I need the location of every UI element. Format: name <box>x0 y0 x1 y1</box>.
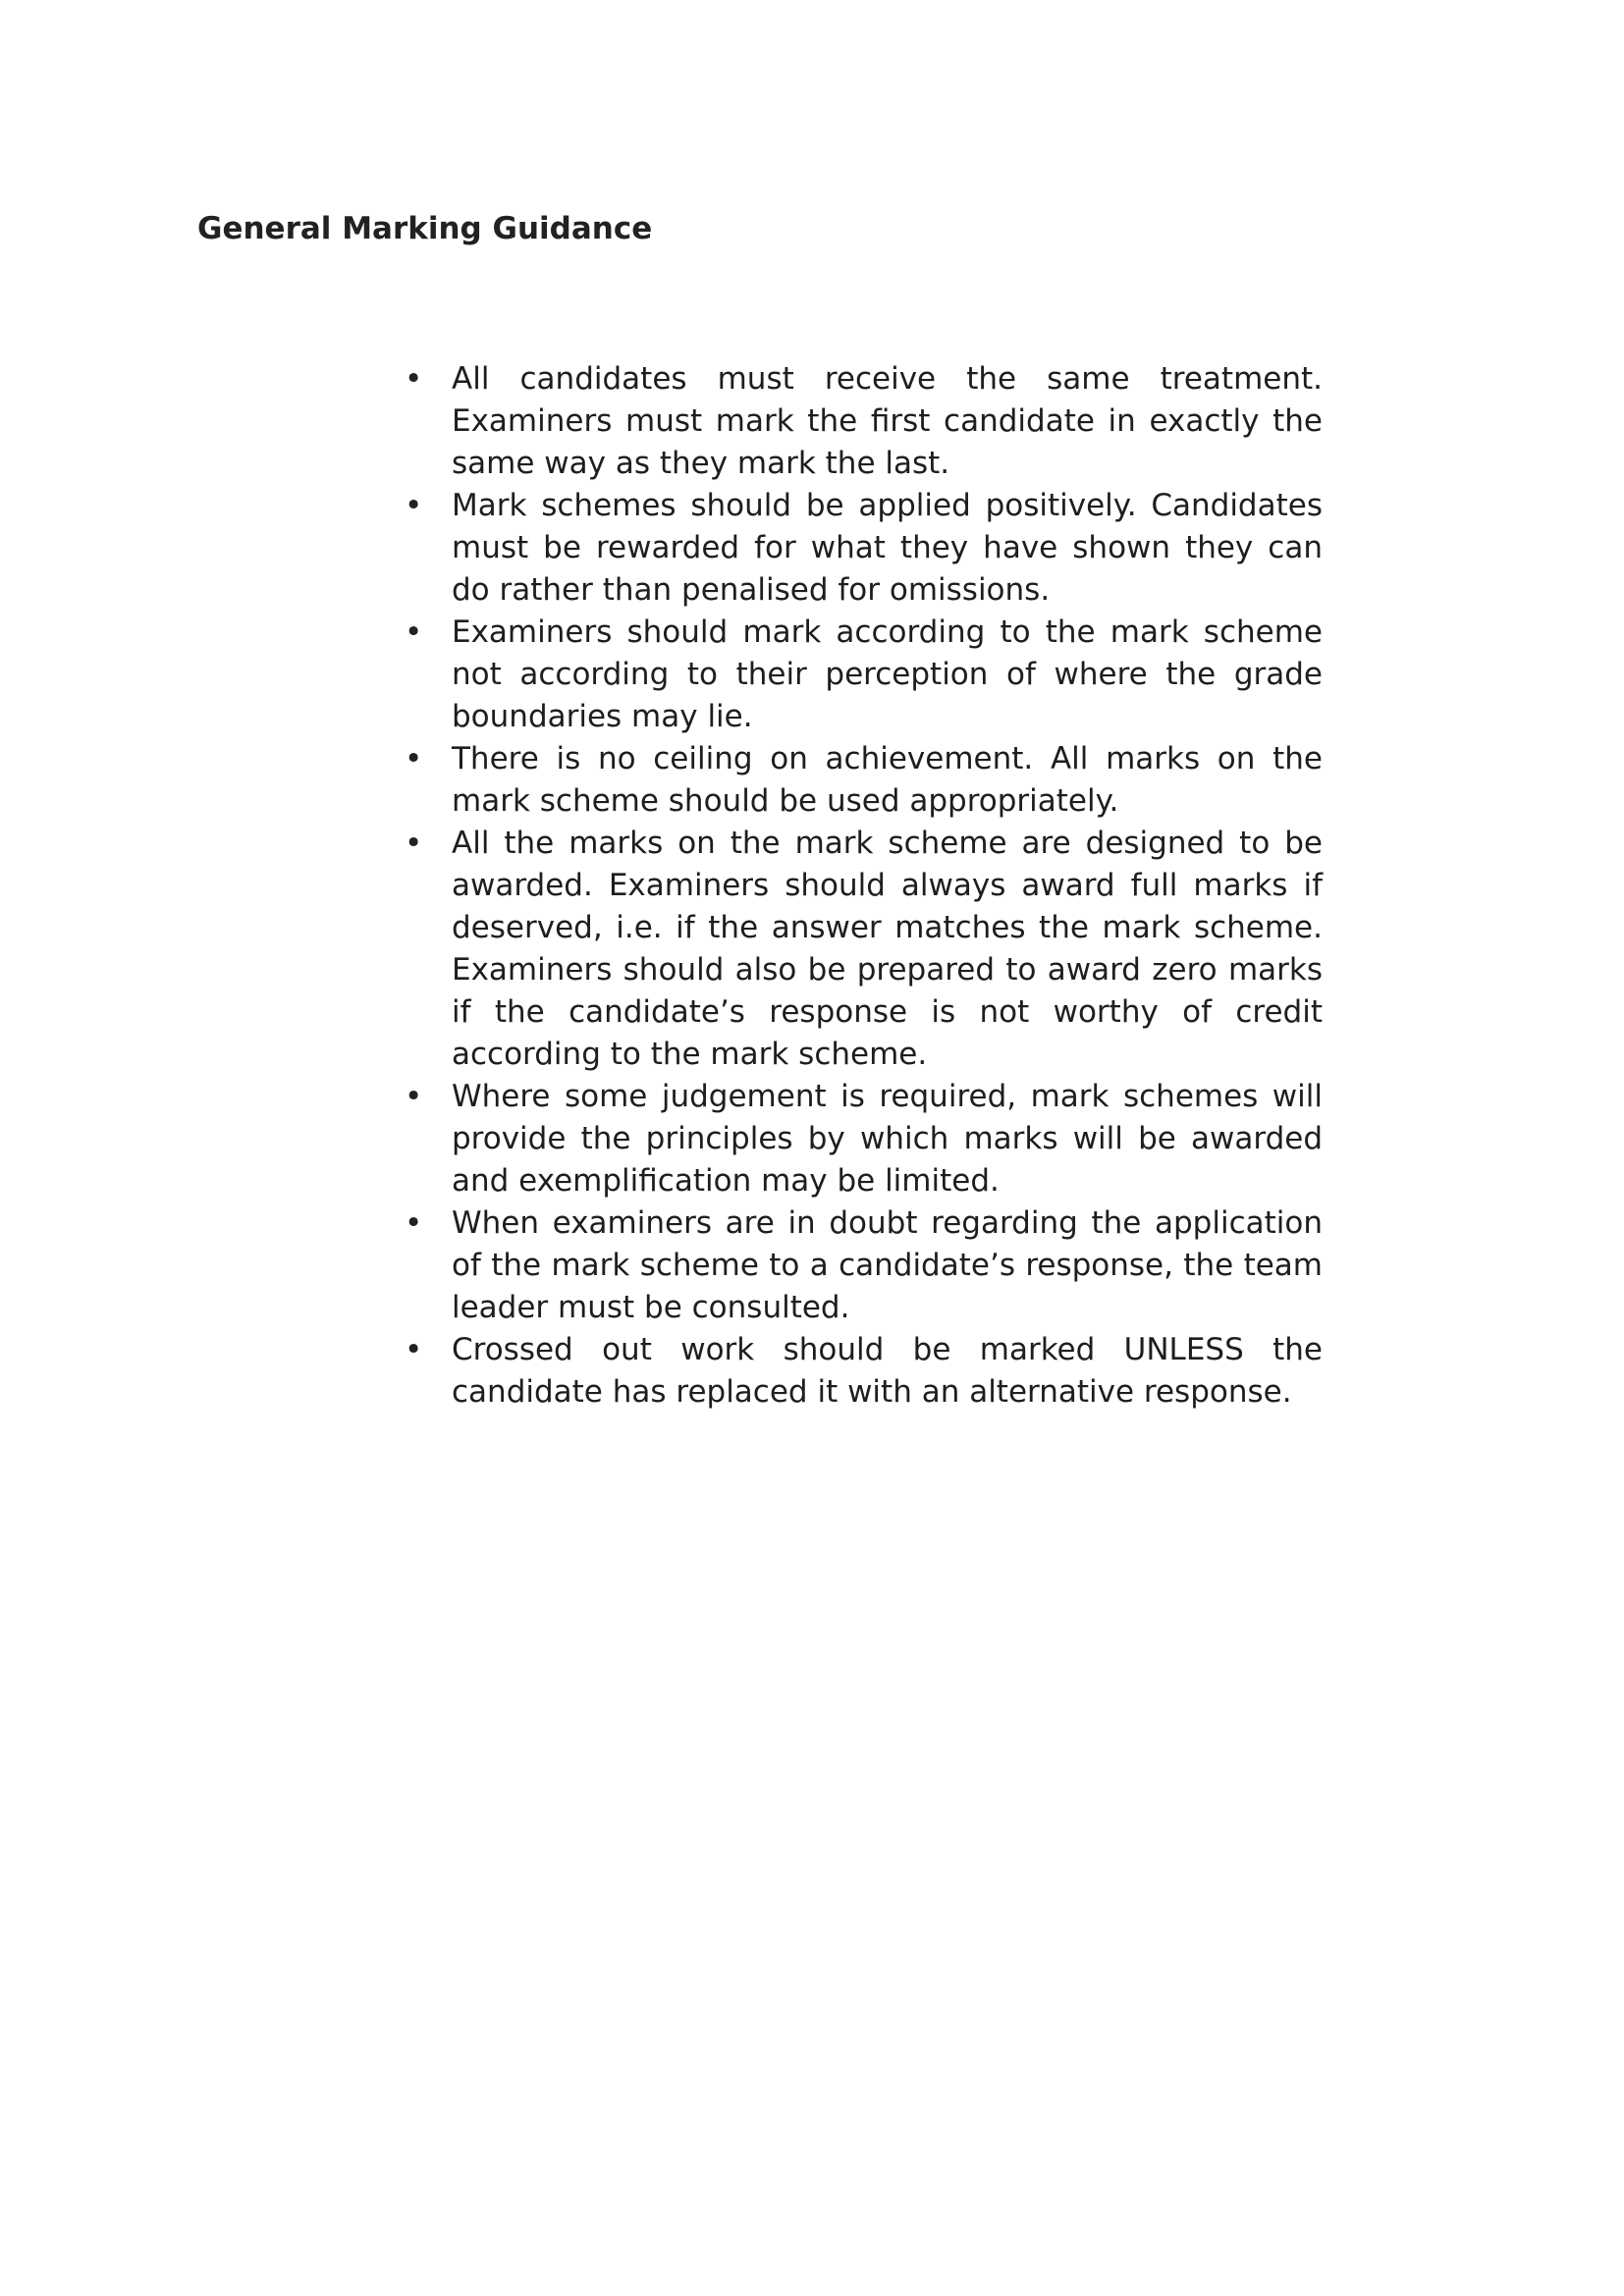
bullet-icon: • <box>405 741 423 776</box>
list-item <box>405 358 1323 485</box>
page-title: General Marking Guidance <box>197 211 653 246</box>
bullet-icon: • <box>405 1079 423 1114</box>
list-item-text: Examiners should mark according to the mark scheme not according to their perception of where the grade boundaries may lie. <box>452 614 1323 734</box>
bullet-icon: • <box>405 1205 423 1241</box>
bullet-icon: • <box>405 488 423 523</box>
list-item <box>405 612 1323 738</box>
list-item <box>405 1076 1323 1202</box>
list-item <box>405 738 1323 823</box>
guidance-list <box>405 358 1323 1414</box>
list-item <box>405 1329 1323 1414</box>
list-item-text: There is no ceiling on achievement. All marks on the mark scheme should be used appropriately. <box>452 741 1323 819</box>
list-item-text: All the marks on the mark scheme are designed to be awarded. Examiners should always award full marks if deserved, i.e. if the answer matches the mark scheme. Examiners should also be prepared to award zero marks if the candidate’s response is not worthy of credit according to the mark scheme. <box>452 826 1323 1072</box>
list-item <box>405 1202 1323 1329</box>
bullet-icon: • <box>405 826 423 861</box>
bullet-icon: • <box>405 361 423 397</box>
bullet-icon: • <box>405 1332 423 1367</box>
bullet-icon: • <box>405 614 423 650</box>
list-item-text: All candidates must receive the same treatment. Examiners must mark the first candidate in exactly the same way as they mark the last. <box>452 361 1323 481</box>
list-item-text: Where some judgement is required, mark schemes will provide the principles by which marks will be awarded and exemplification may be limited. <box>452 1079 1323 1199</box>
list-item <box>405 485 1323 612</box>
list-item-text: When examiners are in doubt regarding the application of the mark scheme to a candidate’s response, the team leader must be consulted. <box>452 1205 1323 1325</box>
list-item <box>405 823 1323 1076</box>
list-item-text: Crossed out work should be marked UNLESS the candidate has replaced it with an alternative response. <box>452 1332 1323 1410</box>
list-item-text: Mark schemes should be applied positively. Candidates must be rewarded for what they have shown they can do rather than penalised for omissions. <box>452 488 1323 608</box>
